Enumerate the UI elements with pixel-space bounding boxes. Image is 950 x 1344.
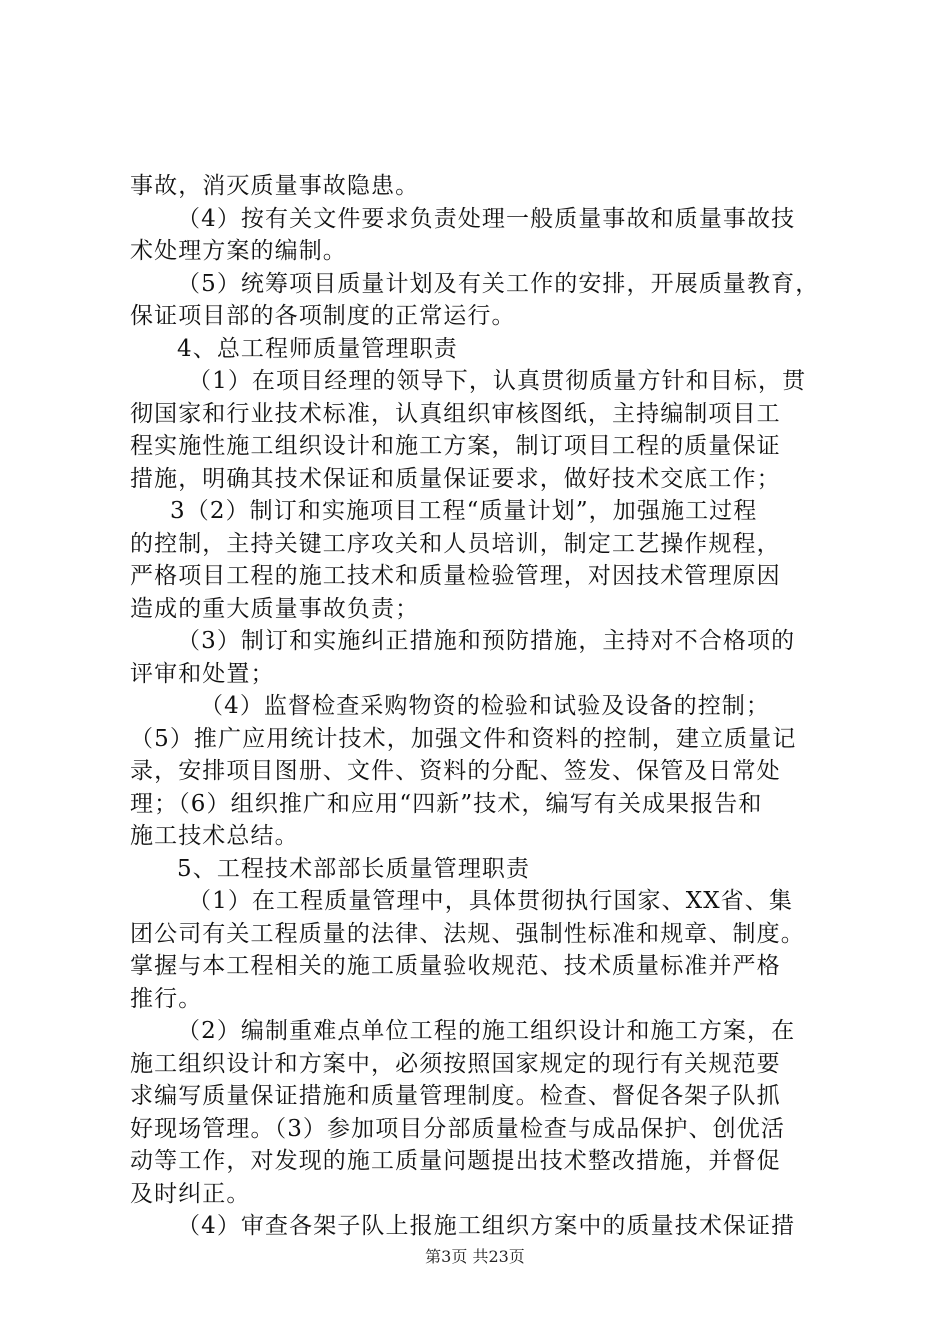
text-line: 掌握与本工程相关的施工质量验收规范、技术质量标准并严格 <box>130 953 781 979</box>
text-line: 严格项目工程的施工技术和质量检验管理，对因技术管理原因 <box>130 563 781 589</box>
text-line: 程实施性施工组织设计和施工方案，制订项目工程的质量保证 <box>130 433 781 459</box>
text-line: 3（2）制订和实施项目工程“质量计划”，加强施工过程 <box>170 498 758 524</box>
text-line: 及时纠正。 <box>130 1180 251 1207</box>
text-line: （2）编制重难点单位工程的施工组织设计和施工方案，在 <box>177 1018 796 1044</box>
text-line: 理；（6）组织推广和应用“四新”技术，编写有关成果报告和 <box>130 790 763 817</box>
text-line: （4）按有关文件要求负责处理一般质量事故和质量事故技 <box>177 205 796 232</box>
text-line: （5）推广应用统计技术，加强文件和资料的控制，建立质量记 <box>130 725 797 752</box>
text-line: 评审和处置； <box>130 660 275 687</box>
text-line: （5）统筹项目质量计划及有关工作的安排，开展质量教育， <box>177 270 820 297</box>
text-line: （4）审查各架子队上报施工组织方案中的质量技术保证措 <box>177 1213 796 1239</box>
text-line: 施工组织设计和方案中，必须按照国家规定的现行有关规范要 <box>130 1050 781 1077</box>
text-line: 保证项目部的各项制度的正常运行。 <box>130 303 516 329</box>
text-line: 团公司有关工程质量的法律、法规、强制性标准和规章、制度。 <box>130 920 805 947</box>
text-line: 施工技术总结。 <box>130 823 299 849</box>
text-line: 造成的重大质量事故负责； <box>130 595 420 622</box>
text-line: 措施，明确其技术保证和质量保证要求，做好技术交底工作； <box>130 465 781 492</box>
text-line: （3）制订和实施纠正措施和预防措施，主持对不合格项的 <box>177 628 796 654</box>
text-line: （1）在工程质量管理中，具体贯彻执行国家、XX省、集 <box>188 888 793 914</box>
document-body <box>130 170 830 1243</box>
text-line: 事故，消灭质量事故隐患。 <box>130 173 420 199</box>
text-line: （4）监督检查采购物资的检验和试验及设备的控制； <box>200 693 771 719</box>
text-line: 好现场管理。（3）参加项目分部质量检查与成品保护、创优活 <box>130 1115 785 1142</box>
page-footer: 第3页 共23页 <box>425 1247 525 1266</box>
text-line: 推行。 <box>130 985 203 1012</box>
text-line: 5、工程技术部部长质量管理职责 <box>177 855 531 882</box>
text-line: 录，安排项目图册、文件、资料的分配、签发、保管及日常处 <box>130 758 781 784</box>
text-line: 术处理方案的编制。 <box>130 238 347 264</box>
text-line: （1）在项目经理的领导下，认真贯彻质量方针和目标，贯 <box>188 368 807 394</box>
text-line: 求编写质量保证措施和质量管理制度。检查、督促各架子队抓 <box>130 1083 781 1109</box>
text-line: 4、总工程师质量管理职责 <box>177 335 458 362</box>
text-line: 彻国家和行业技术标准，认真组织审核图纸，主持编制项目工 <box>130 400 781 427</box>
text-line: 动等工作，对发现的施工质量问题提出技术整改措施，并督促 <box>130 1148 781 1174</box>
text-line: 的控制，主持关键工序攻关和人员培训，制定工艺操作规程， <box>130 530 781 557</box>
